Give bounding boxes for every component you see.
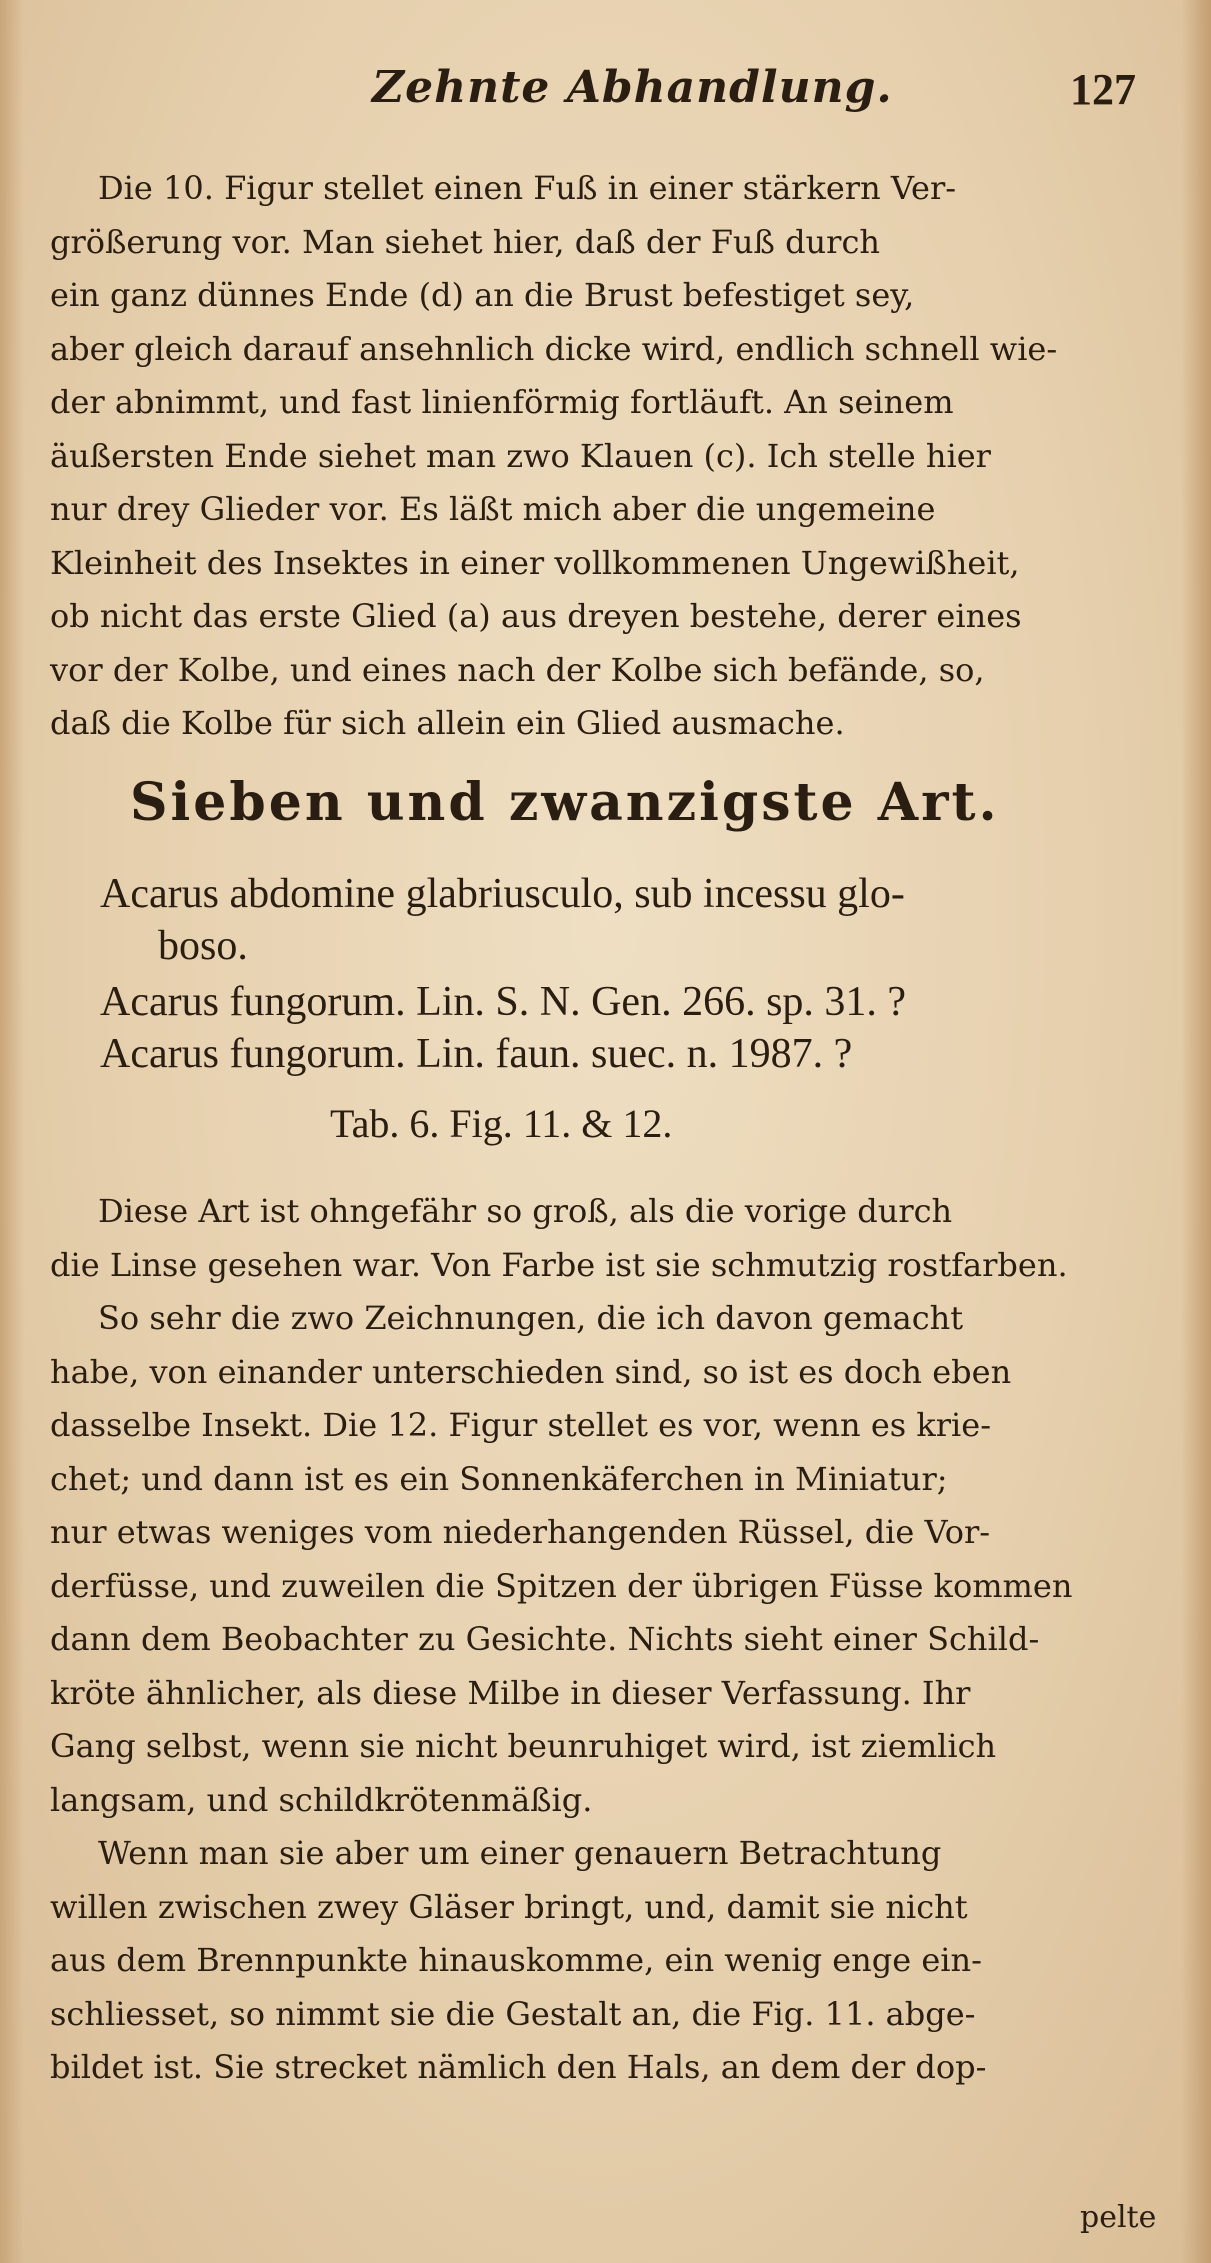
latin-diagnosis-line: Acarus abdomine glabriusculo, sub incessu glo-	[100, 871, 905, 917]
text-line: habe, von einander unterschieden sind, so ist es doch eben	[50, 1352, 1012, 1391]
text-line: Wenn man sie aber um einer genauern Betrachtung	[98, 1834, 942, 1872]
text-line: die Linse gesehen war. Von Farbe ist sie schmutzig rostfarben.	[50, 1245, 1068, 1284]
text-line: daß die Kolbe für sich allein ein Glied ausmache.	[50, 704, 845, 742]
page-edge-left	[0, 0, 24, 2263]
text-line: aus dem Brennpunkte hinauskomme, ein wenig enge ein-	[50, 1941, 982, 1979]
latin-diagnosis-line: boso.	[158, 923, 248, 969]
text-line: derfüsse, und zuweilen die Spitzen der übrigen Füsse kommen	[50, 1566, 1073, 1605]
plate-reference: Tab. 6. Fig. 11. & 12.	[330, 1101, 673, 1146]
latin-synonym-line: Acarus fungorum. Lin. S. N. Gen. 266. sp. 31. ?	[100, 979, 907, 1025]
page-number: 127	[1070, 65, 1136, 114]
paragraph-drawings	[50, 1292, 1170, 1827]
text-line: kröte ähnlicher, als diese Milbe in dieser Verfassung. Ihr	[50, 1673, 971, 1712]
paragraph-figure-10	[50, 162, 1170, 751]
section-heading: Sieben und zwanzigste Art.	[130, 772, 1000, 833]
text-line: ein ganz dünnes Ende (d) an die Brust befestiget sey,	[50, 276, 915, 314]
text-line: nur etwas weniges vom niederhangenden Rüssel, die Vor-	[50, 1513, 991, 1551]
text-line: ob nicht das erste Glied (a) aus dreyen bestehe, derer eines	[50, 597, 1022, 635]
latin-synonym-line: Acarus fungorum. Lin. faun. suec. n. 1987. ?	[100, 1031, 853, 1077]
text-line: langsam, und schildkrötenmäßig.	[50, 1780, 593, 1819]
text-line: äußersten Ende siehet man zwo Klauen (c). Ich stelle hier	[50, 436, 991, 475]
text-line: willen zwischen zwey Gläser bringt, und, damit sie nicht	[50, 1887, 968, 1926]
text-line: Kleinheit des Insektes in einer vollkommenen Ungewißheit,	[50, 543, 1020, 582]
catchword: pelte	[1080, 2200, 1157, 2235]
text-line: Diese Art ist ohngefähr so groß, als die vorige durch	[98, 1192, 953, 1230]
text-line: dasselbe Insekt. Die 12. Figur stellet es vor, wenn es krie-	[50, 1406, 992, 1444]
text-line: vor der Kolbe, und eines nach der Kolbe sich befände, so,	[50, 650, 985, 689]
text-line: schliesset, so nimmt sie die Gestalt an, die Fig. 11. abge-	[50, 1994, 976, 2033]
paragraph-between-glasses	[50, 1827, 1170, 2095]
text-line: dann dem Beobachter zu Gesichte. Nichts sieht einer Schild-	[50, 1620, 1040, 1658]
text-line: Gang selbst, wenn sie nicht beunruhiget wird, ist ziemlich	[50, 1727, 997, 1765]
running-head	[0, 62, 1211, 122]
text-line: Die 10. Figur stellet einen Fuß in einer stärkern Ver-	[98, 169, 957, 207]
text-line: So sehr die zwo Zeichnungen, die ich davon gemacht	[98, 1299, 964, 1337]
text-line: der abnimmt, und fast linienförmig fortläuft. An seinem	[50, 383, 954, 421]
text-line: aber gleich darauf ansehnlich dicke wird, endlich schnell wie-	[50, 329, 1058, 368]
text-line: nur drey Glieder vor. Es läßt mich aber die ungemeine	[50, 490, 936, 528]
text-line: größerung vor. Man siehet hier, daß der Fuß durch	[50, 222, 880, 261]
text-line: bildet ist. Sie strecket nämlich den Hals, an dem der dop-	[50, 2048, 987, 2086]
text-line: chet; und dann ist es ein Sonnenkäferchen in Miniatur;	[50, 1459, 948, 1498]
paragraph-size-colour	[50, 1185, 1170, 1292]
page-edge-right	[1181, 0, 1211, 2263]
running-head-title: Zehnte Abhandlung.	[372, 62, 893, 113]
